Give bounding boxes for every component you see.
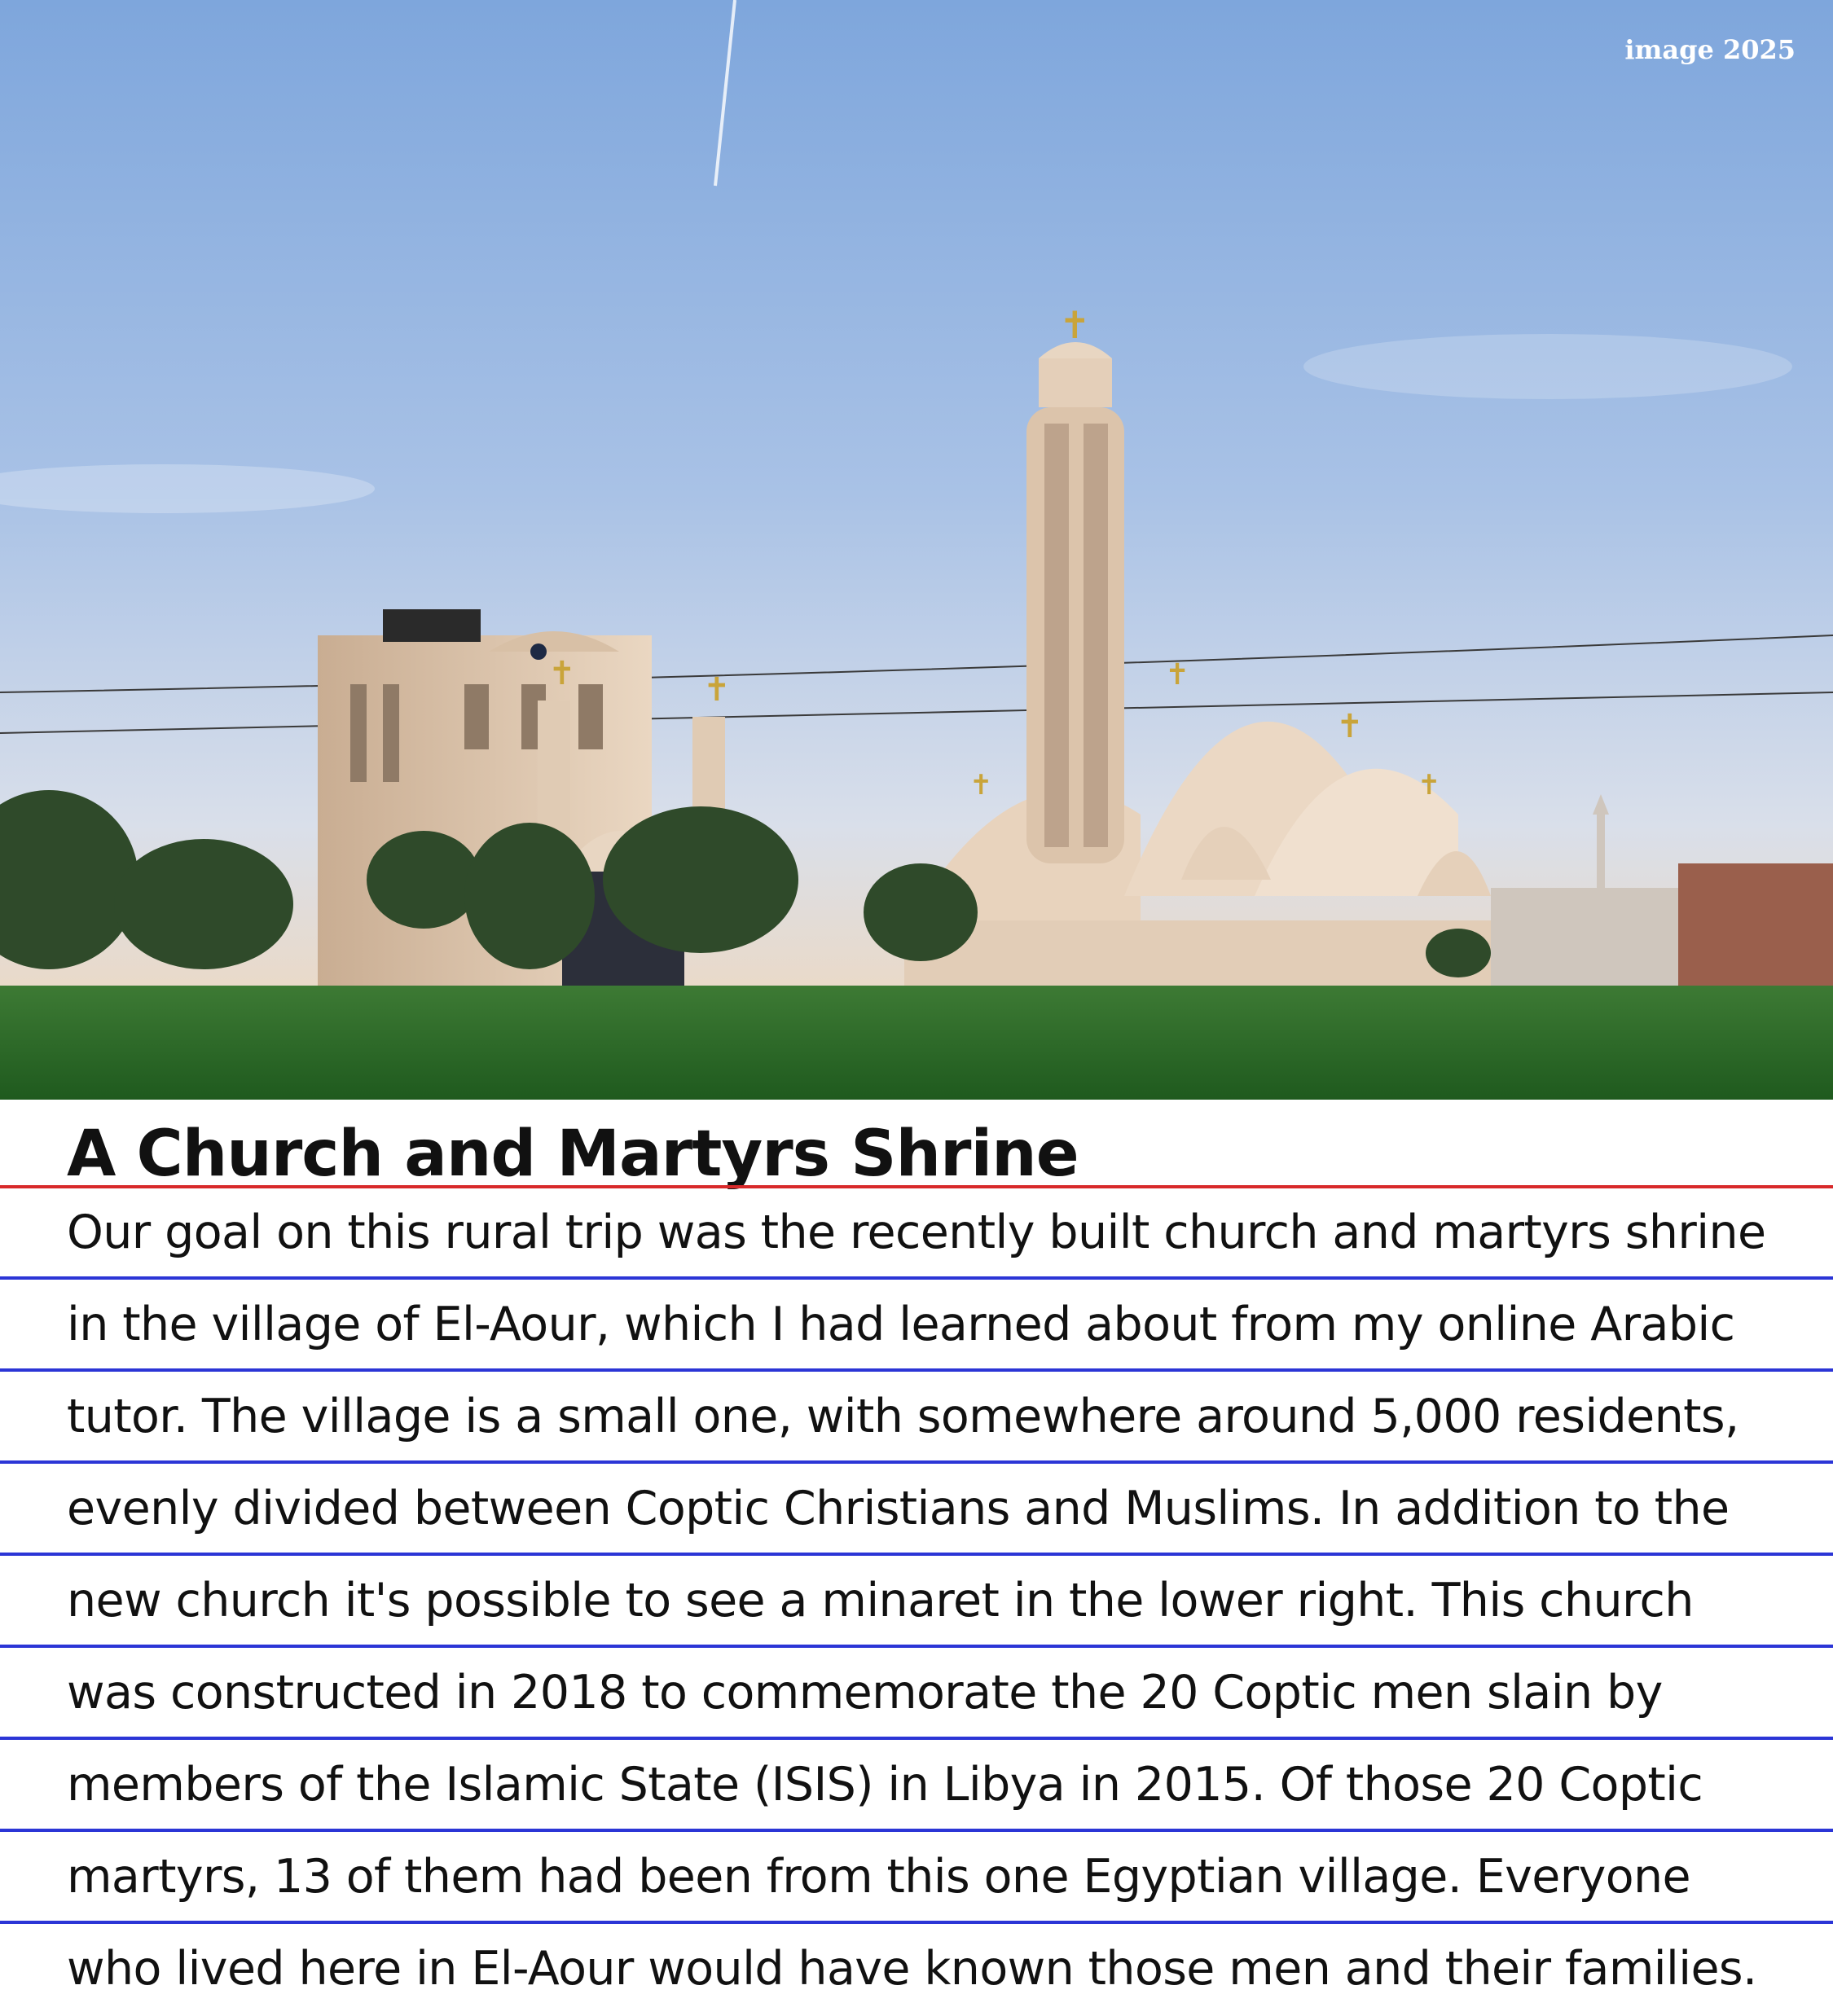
body-line-text: evenly divided between Coptic Christians and Muslims. In addition to the bbox=[67, 1482, 1730, 1535]
svg-text:✝: ✝ bbox=[1336, 708, 1364, 745]
body-line bbox=[0, 1464, 1833, 1556]
svg-text:✝: ✝ bbox=[1165, 658, 1190, 692]
svg-text:✝: ✝ bbox=[548, 655, 576, 692]
body-line-text: who lived here in El-Aour would have known those men and their families. bbox=[67, 1942, 1757, 1996]
body-line bbox=[0, 1648, 1833, 1740]
svg-text:✝: ✝ bbox=[703, 671, 731, 709]
body-line bbox=[0, 1740, 1833, 1832]
image-credit: image 2025 bbox=[1624, 34, 1796, 65]
article-title: A Church and Martyrs Shrine bbox=[67, 1118, 1079, 1191]
green-field bbox=[0, 986, 1833, 1100]
body-line bbox=[0, 1832, 1833, 1924]
article-body bbox=[0, 1188, 1833, 2016]
svg-text:✝: ✝ bbox=[1059, 303, 1091, 347]
body-line-text: in the village of El-Aour, which I had learned about from my online Arabic bbox=[67, 1298, 1735, 1351]
body-line-text: members of the Islamic State (ISIS) in Libya in 2015. Of those 20 Coptic bbox=[67, 1758, 1703, 1812]
bell-tower bbox=[1026, 303, 1124, 863]
body-line-text: tutor. The village is a small one, with somewhere around 5,000 residents, bbox=[67, 1390, 1739, 1443]
body-line bbox=[0, 1372, 1833, 1464]
body-line bbox=[0, 1924, 1833, 2016]
svg-text:✝: ✝ bbox=[1418, 769, 1441, 802]
svg-text:✝: ✝ bbox=[969, 769, 993, 802]
body-line-text: was constructed in 2018 to commemorate the 20 Coptic men slain by bbox=[67, 1666, 1663, 1720]
body-line-text: martyrs, 13 of them had been from this one Egyptian village. Everyone bbox=[67, 1850, 1691, 1904]
body-line bbox=[0, 1188, 1833, 1280]
body-line-text: Our goal on this rural trip was the recently built church and martyrs shrine bbox=[67, 1206, 1766, 1259]
body-line-text: new church it's possible to see a minaret in the lower right. This church bbox=[67, 1574, 1694, 1627]
body-line bbox=[0, 1280, 1833, 1372]
body-line bbox=[0, 1556, 1833, 1648]
cloud bbox=[1303, 334, 1792, 399]
